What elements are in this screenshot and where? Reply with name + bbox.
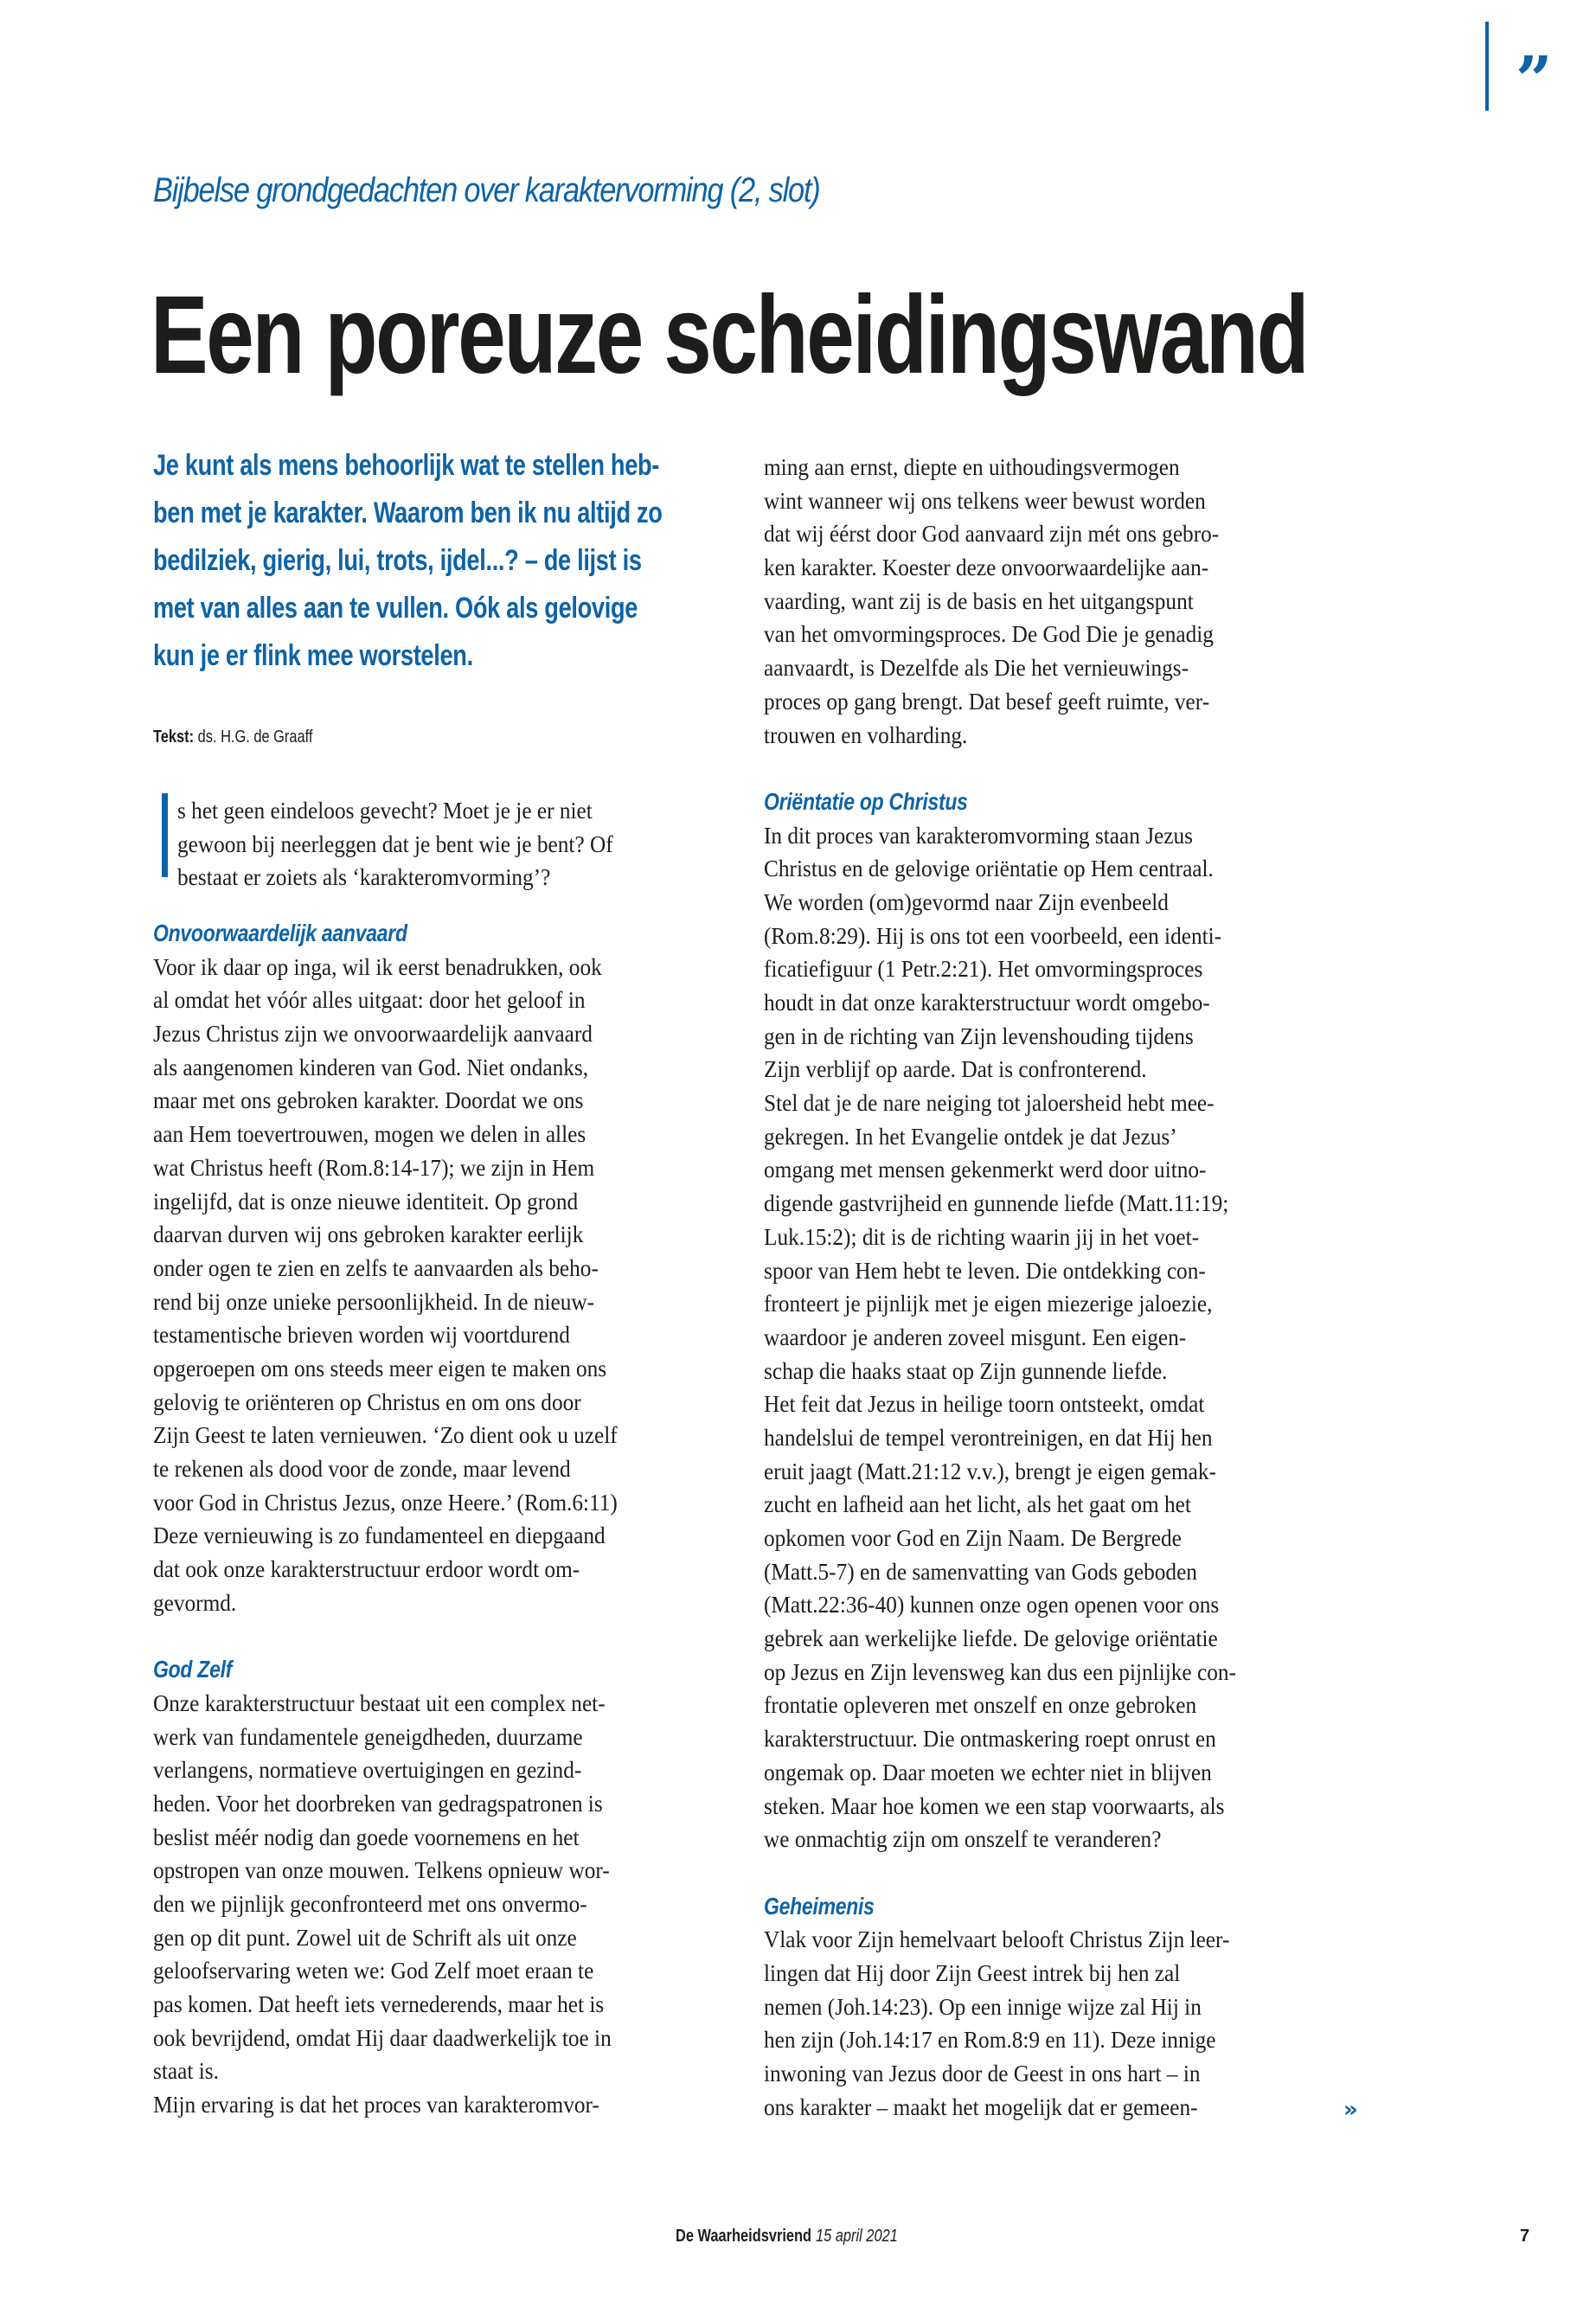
- body-line: Vlak voor Zijn hemelvaart belooft Christus Zijn leer-: [764, 1926, 1230, 1953]
- body-line: Jezus Christus zijn we onvoorwaardelijk aanvaard: [153, 1020, 593, 1048]
- body-line: ming aan ernst, diepte en uithoudingsvermogen: [764, 453, 1180, 480]
- body-line: opstropen van onze mouwen. Telkens opnieuw wor-: [153, 1856, 610, 1884]
- body-line: verlangens, normatieve overtuigingen en gezind-: [153, 1756, 582, 1784]
- body-line: opgeroepen om ons steeds meer eigen te maken ons: [153, 1354, 607, 1381]
- body-line: ficatiefiguur (1 Petr.2:21). Het omvormingsproces: [764, 955, 1203, 983]
- lead-line: Je kunt als mens behoorlijk wat te stellen heb-: [153, 449, 660, 482]
- body-line: maar met ons gebroken karakter. Doordat we ons: [153, 1086, 584, 1114]
- lead-line: ben met je karakter. Waarom ben ik nu altijd zo: [153, 497, 663, 529]
- body-line: Zijn Geest te laten vernieuwen. ‘Zo dient ook u uzelf: [153, 1421, 618, 1449]
- body-line: handelslui de tempel verontreinigen, en dat Hij hen: [764, 1423, 1213, 1451]
- body-line: Het feit dat Jezus in heilige toorn ontsteekt, omdat: [764, 1390, 1205, 1418]
- body-line: inwoning van Jezus door de Geest in ons hart – in: [764, 2060, 1201, 2086]
- body-line: schap die haaks staat op Zijn gunnende liefde.: [764, 1356, 1168, 1384]
- body-line: frontatie opleveren met onszelf en onze gebroken: [764, 1691, 1197, 1719]
- body-line: zucht en lafheid aan het licht, als het gaat om het: [764, 1490, 1191, 1518]
- body-line: als aangenomen kinderen van God. Niet ondanks,: [153, 1053, 589, 1080]
- body-line: gen op dit punt. Zowel uit de Schrift als uit onze: [153, 1923, 577, 1951]
- body-line: geloofservaring weten we: God Zelf moet eraan te: [153, 1957, 594, 1984]
- body-line: testamentische brieven worden wij voortdurend: [153, 1321, 570, 1349]
- body-line: (Matt.5-7) en de samenvatting van Gods geboden: [764, 1557, 1197, 1585]
- intro-block: [177, 794, 766, 894]
- page-number: 7: [1520, 2227, 1530, 2246]
- body-line: staat is.: [153, 2057, 219, 2085]
- body-line: voor God in Christus Jezus, onze Heere.’ (Rom.6:11): [153, 1488, 618, 1516]
- body-line: (Matt.22:36-40) kunnen onze ogen openen voor ons: [764, 1591, 1220, 1618]
- continue-arrow-icon: »: [1343, 2097, 1358, 2123]
- column-left: [153, 917, 741, 2122]
- body-line: Mijn ervaring is dat het proces van karakteromvor-: [153, 2091, 599, 2118]
- body-line: werk van fundamentele geneigdheden, duurzame: [153, 1722, 583, 1750]
- body-line: vaarding, want zij is de basis en het uitgangspunt: [764, 586, 1194, 614]
- body-line: dat wij éérst door God aanvaard zijn mét ons gebro-: [764, 520, 1220, 548]
- body-line: wat Christus heeft (Rom.8:14-17); we zijn in Hem: [153, 1153, 595, 1181]
- body-line: lingen dat Hij door Zijn Geest intrek bij hen zal: [764, 1958, 1181, 1986]
- body-line: ongemak op. Daar moeten we echter niet in blijven: [764, 1758, 1212, 1785]
- body-line: Voor ik daar op inga, wil ik eerst benadrukken, ook: [153, 952, 602, 980]
- body-line: Deze vernieuwing is zo fundamenteel en diepgaand: [153, 1522, 606, 1549]
- body-line: beslist méér nodig dan goede voornemens en het: [153, 1823, 580, 1850]
- body-line: gebrek aan werkelijke liefde. De gelovige oriëntatie: [764, 1625, 1218, 1652]
- body-line: Onze karakterstructuur bestaat uit een complex net-: [153, 1689, 606, 1716]
- article-kicker: Bijbelse grondgedachten over karaktervorming (2, slot): [153, 171, 820, 209]
- body-line: Christus en de gelovige oriëntatie op Hem centraal.: [764, 855, 1214, 882]
- body-line: van het omvormingsproces. De God Die je genadig: [764, 620, 1214, 648]
- lead-line: met van alles aan te vullen. Oók als gelovige: [153, 592, 638, 625]
- byline-label: Tekst:: [153, 727, 195, 747]
- lead-line: bedilziek, gierig, lui, trots, ijdel...? – de lijst is: [153, 544, 642, 577]
- body-line: In dit proces van karakteromvorming staan Jezus: [764, 821, 1194, 849]
- body-line: fronteert je pijnlijk met je eigen miezerige jaloezie,: [764, 1290, 1213, 1317]
- body-line: eruit jaagt (Matt.21:12 v.v.), brengt je eigen gemak-: [764, 1457, 1216, 1484]
- section-heading: Geheimenis: [764, 1892, 875, 1920]
- body-line: omgang met mensen gekenmerkt werd door uitno-: [764, 1156, 1207, 1183]
- byline-author: ds. H.G. de Graaff: [197, 727, 313, 747]
- body-line: aanvaardt, is Dezelfde als Die het vernieuwings-: [764, 654, 1189, 682]
- body-line: daarvan durven wij ons gebroken karakter eerlijk: [153, 1221, 584, 1248]
- body-line: den we pijnlijk geconfronteerd met ons onvermo-: [153, 1889, 587, 1917]
- lead-line: kun je er flink mee worstelen.: [153, 639, 473, 672]
- body-line: dat ook onze karakterstructuur erdoor wordt om-: [153, 1555, 580, 1583]
- vertical-edge-rule: [1485, 22, 1489, 111]
- body-line: nemen (Joh.14:23). Op een innige wijze zal Hij in: [764, 1992, 1202, 2020]
- body-line: We worden (om)gevormd naar Zijn evenbeeld: [764, 888, 1169, 915]
- body-line: te rekenen als dood voor de zonde, maar levend: [153, 1455, 571, 1482]
- body-line: spoor van Hem hebt te leven. Die ontdekking con-: [764, 1256, 1206, 1284]
- body-line: gewoon bij neerleggen dat je bent wie je bent? Of: [177, 830, 613, 857]
- section-heading: God Zelf: [153, 1656, 233, 1683]
- body-line: opkomen voor God en Zijn Naam. De Bergrede: [764, 1524, 1182, 1551]
- body-line: rend bij onze unieke persoonlijkheid. In de nieuw-: [153, 1287, 595, 1315]
- body-line: Stel dat je de nare neiging tot jaloersheid hebt mee-: [764, 1089, 1215, 1117]
- publication-date: 15 april 2021: [815, 2227, 898, 2246]
- body-line: wint wanneer wij ons telkens weer bewust worden: [764, 486, 1206, 514]
- body-line: karakterstructuur. Die ontmaskering roept onrust en: [764, 1725, 1216, 1753]
- footer-publication: [676, 2226, 898, 2247]
- column-right: [764, 451, 1352, 2124]
- body-line: heden. Voor het doorbreken van gedragspatronen is: [153, 1789, 603, 1817]
- body-line: gelovig te oriënteren op Christus en om ons door: [153, 1388, 581, 1415]
- body-line: Zijn verblijf op aarde. Dat is confronterend.: [764, 1055, 1147, 1083]
- section-heading: Onvoorwaardelijk aanvaard: [153, 920, 407, 946]
- paragraph-gap: [153, 1619, 741, 1653]
- body-line: s het geen eindeloos gevecht? Moet je je er niet: [177, 797, 593, 824]
- body-line: ingelijfd, dat is onze nieuwe identiteit. Op grond: [153, 1187, 579, 1215]
- paragraph-gap: [764, 1856, 1352, 1890]
- body-line: houdt in dat onze karakterstructuur wordt omgebo-: [764, 989, 1210, 1016]
- body-line: onder ogen te zien en zelfs te aanvaarden als beho-: [153, 1253, 599, 1281]
- body-line: (Rom.8:29). Hij is ons tot een voorbeeld, een identi-: [764, 921, 1222, 949]
- body-line: hen zijn (Joh.14:17 en Rom.8:9 en 11). Deze innige: [764, 2026, 1216, 2054]
- body-line: waardoor je anderen zoveel misgunt. Een eigen-: [764, 1323, 1187, 1350]
- body-line: op Jezus en Zijn levensweg kan dus een pijnlijke con-: [764, 1657, 1236, 1685]
- paragraph-gap: [764, 752, 1352, 785]
- drop-cap-i: [162, 793, 168, 877]
- byline: [153, 727, 312, 747]
- publication-name: De Waarheidsvriend: [676, 2227, 812, 2246]
- body-line: proces op gang brengt. Dat besef geeft ruimte, ver-: [764, 687, 1210, 715]
- body-line: ons karakter – maakt het mogelijk dat er gemeen-: [764, 2093, 1198, 2120]
- body-line: gekregen. In het Evangelie ontdek je dat Jezus’: [764, 1122, 1177, 1150]
- body-line: Luk.15:2); dit is de richting waarin jij in het voet-: [764, 1222, 1200, 1250]
- body-line: al omdat het vóór alles uitgaat: door het geloof in: [153, 986, 586, 1014]
- body-line: ook bevrijdend, omdat Hij daar daadwerkelijk toe in: [153, 2023, 612, 2051]
- lead-paragraph: [153, 445, 759, 683]
- section-heading: Oriëntatie op Christus: [764, 787, 968, 815]
- body-line: ken karakter. Koester deze onvoorwaardelijke aan-: [764, 554, 1209, 581]
- body-line: bestaat er zoiets als ‘karakteromvorming’?: [177, 863, 551, 891]
- body-line: gen in de richting van Zijn levenshouding tijdens: [764, 1022, 1194, 1049]
- closing-quote-icon: ”: [1516, 43, 1549, 118]
- body-line: steken. Maar hoe komen we een stap voorwaarts, als: [764, 1791, 1225, 1819]
- body-line: digende gastvrijheid en gunnende liefde (Matt.11:19;: [764, 1189, 1229, 1217]
- body-line: aan Hem toevertrouwen, mogen we delen in alles: [153, 1120, 586, 1148]
- body-line: gevormd.: [153, 1588, 237, 1616]
- body-line: trouwen en volharding.: [764, 721, 968, 748]
- body-line: we onmachtig zijn om onszelf te veranderen?: [764, 1825, 1162, 1853]
- body-line: pas komen. Dat heeft iets vernederends, maar het is: [153, 1990, 605, 2017]
- article-title: Een poreuze scheidingswand: [151, 273, 1308, 397]
